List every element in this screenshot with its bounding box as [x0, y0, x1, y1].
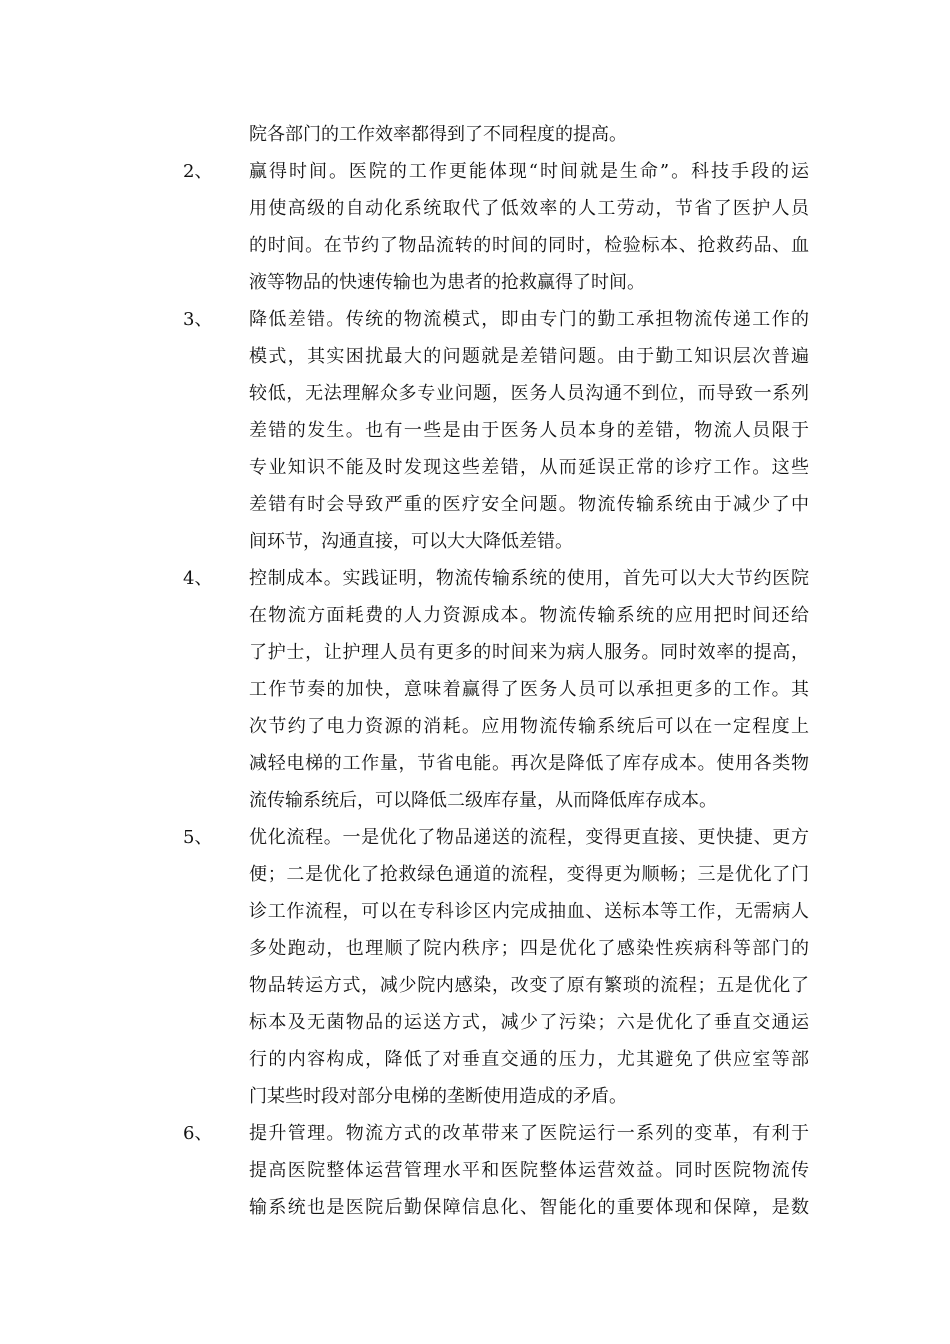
text-line: 诊工作流程，可以在专科诊区内完成抽血、送标本等工作，无需病人 [249, 901, 809, 922]
text-line: 行的内容构成，降低了对垂直交通的压力，尤其避免了供应室等部 [249, 1049, 809, 1070]
text-line: 便；二是优化了抢救绿色通道的流程，变得更为顺畅；三是优化了门 [249, 864, 809, 885]
text-line: 了护士，让护理人员有更多的时间来为病人服务。同时效率的提高， [249, 642, 809, 663]
text-line: 控制成本。实践证明，物流传输系统的使用，首先可以大大节约医院 [249, 568, 809, 589]
text-line: 优化流程。一是优化了物品递送的流程，变得更直接、更快捷、更方 [249, 827, 809, 848]
text-line: 液等物品的快速传输也为患者的抢救赢得了时间。 [249, 272, 645, 293]
item-number: 5、 [183, 827, 213, 848]
text-line: 流传输系统后，可以降低二级库存量，从而降低库存成本。 [249, 790, 717, 811]
paragraph-text [249, 153, 809, 301]
text-line: 物品转运方式，减少院内感染，改变了原有繁琐的流程；五是优化了 [249, 975, 809, 996]
text-line: 门某些时段对部分电梯的垄断使用造成的矛盾。 [249, 1086, 627, 1107]
paragraph-text [249, 560, 809, 819]
text-line: 提升管理。物流方式的改革带来了医院运行一系列的变革，有利于 [249, 1123, 809, 1144]
text-line: 间环节，沟通直接，可以大大降低差错。 [249, 531, 573, 552]
text-line: 减轻电梯的工作量，节省电能。再次是降低了库存成本。使用各类物 [249, 753, 809, 774]
text-line: 赢得时间。医院的工作更能体现“时间就是生命”。科技手段的运 [249, 161, 809, 182]
item-number: 6、 [183, 1123, 213, 1144]
text-line: 降低差错。传统的物流模式，即由专门的勤工承担物流传递工作的 [249, 309, 809, 330]
text-line: 工作节奏的加快，意味着赢得了医务人员可以承担更多的工作。其 [249, 679, 809, 700]
text-line: 专业知识不能及时发现这些差错，从而延误正常的诊疗工作。这些 [249, 457, 809, 478]
item-number: 2、 [183, 161, 213, 182]
paragraph-text [249, 116, 809, 153]
text-line: 输系统也是医院后勤保障信息化、智能化的重要体现和保障，是数 [249, 1197, 809, 1218]
text-line: 差错有时会导致严重的医疗安全问题。物流传输系统由于减少了中 [249, 494, 809, 515]
text-line: 次节约了电力资源的消耗。应用物流传输系统后可以在一定程度上 [249, 716, 809, 737]
item-number: 3、 [183, 309, 213, 330]
paragraph-text [249, 819, 809, 1115]
text-line: 用使高级的自动化系统取代了低效率的人工劳动，节省了医护人员 [249, 198, 809, 219]
text-line: 院各部门的工作效率都得到了不同程度的提高。 [249, 124, 627, 145]
text-line: 的时间。在节约了物品流转的时间的同时，检验标本、抢救药品、血 [249, 235, 809, 256]
text-line: 差错的发生。也有一些是由于医务人员本身的差错，物流人员限于 [249, 420, 809, 441]
paragraph-text [249, 301, 809, 560]
paragraph-text [249, 1115, 809, 1226]
text-line: 模式，其实困扰最大的问题就是差错问题。由于勤工知识层次普遍 [249, 346, 809, 367]
text-line: 在物流方面耗费的人力资源成本。物流传输系统的应用把时间还给 [249, 605, 809, 626]
text-line: 多处跑动，也理顺了院内秩序；四是优化了感染性疾病科等部门的 [249, 938, 809, 959]
text-line: 提高医院整体运营管理水平和医院整体运营效益。同时医院物流传 [249, 1160, 809, 1181]
text-line: 标本及无菌物品的运送方式，减少了污染；六是优化了垂直交通运 [249, 1012, 809, 1033]
text-line: 较低，无法理解众多专业问题，医务人员沟通不到位，而导致一系列 [249, 383, 809, 404]
item-number: 4、 [183, 568, 213, 589]
